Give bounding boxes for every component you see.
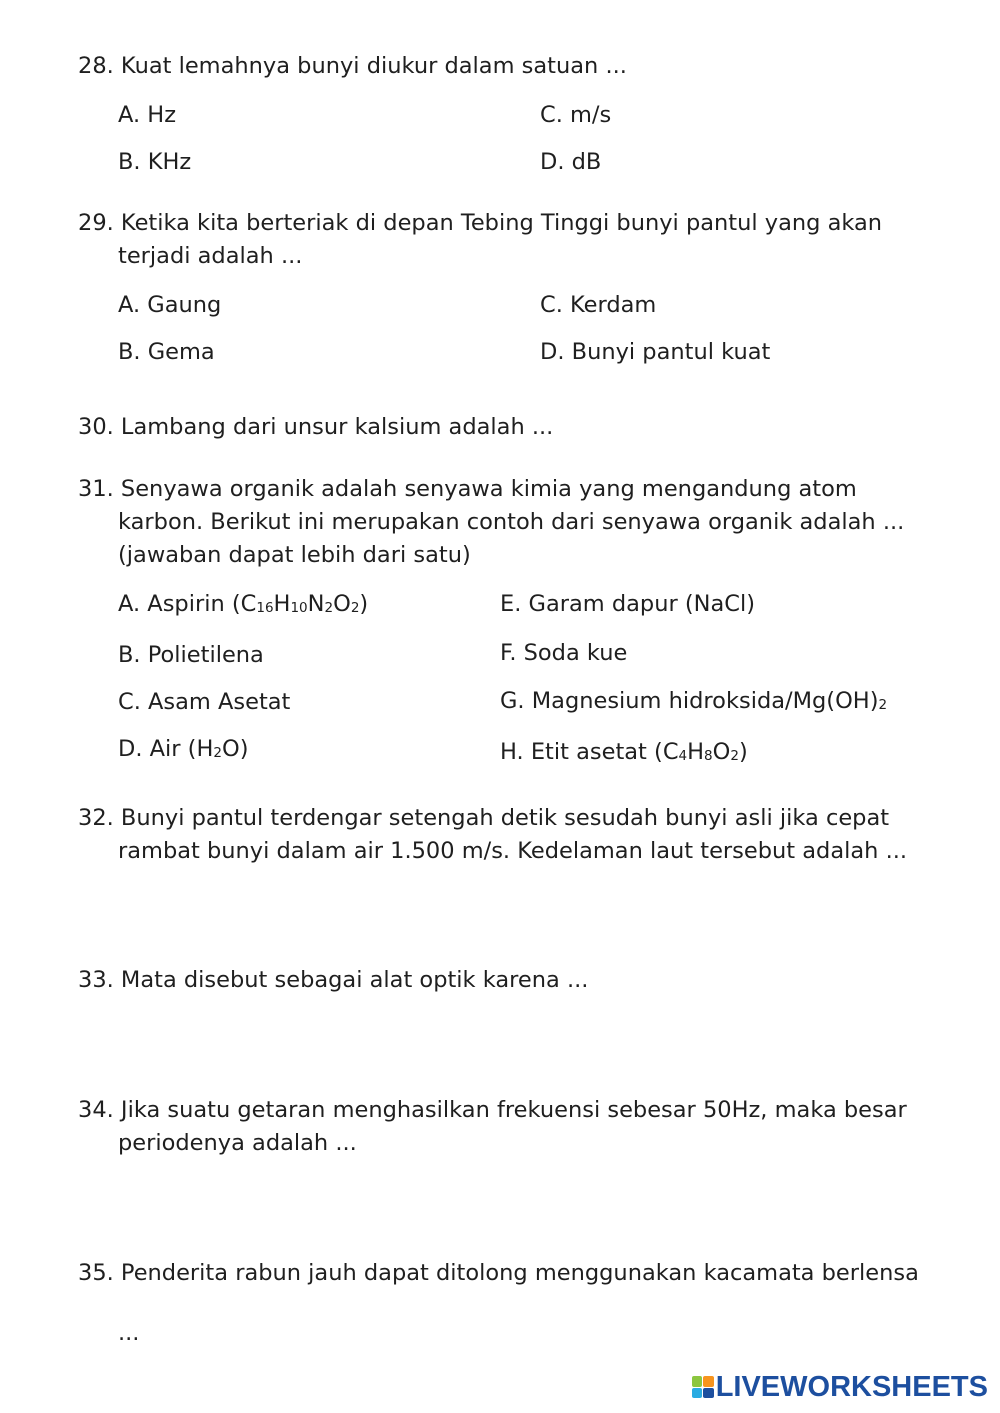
question-28-text: 28. Kuat lemahnya bunyi diukur dalam satuan ... [78,53,627,79]
option-31-f: F. Soda kue [500,640,628,666]
liveworksheets-logo-icon [692,1376,714,1398]
option-28-b: B. KHz [118,149,192,175]
question-32 [78,802,907,868]
question-30 [78,411,553,444]
option-31-b: B. Polietilena [118,642,264,668]
question-28 [78,50,627,83]
option-31-e: E. Garam dapur (NaCl) [500,591,756,617]
question-31-line-1: 31. Senyawa organik adalah senyawa kimia yang mengandung atom [78,476,857,502]
question-35-line-2: ... [118,1320,140,1346]
question-35-line-1: 35. Penderita rabun jauh dapat ditolong menggunakan kacamata berlensa [78,1260,919,1286]
liveworksheets-logo-text: LIVEWORKSHEETS [715,1370,988,1403]
question-32-line-1: 32. Bunyi pantul terdengar setengah detik sesudah bunyi asli jika cepat [78,805,890,831]
option-29-c: C. Kerdam [540,292,657,318]
question-29 [78,207,882,273]
option-29-b: B. Gema [118,339,215,365]
question-35 [78,1257,919,1290]
option-29-a: A. Gaung [118,292,222,318]
option-29-d: D. Bunyi pantul kuat [540,339,771,365]
question-33-text: 33. Mata disebut sebagai alat optik karena ... [78,967,589,993]
option-31-a: A. Aspirin $(C_{16}H_{10}N_2O_2)$ [118,591,369,617]
liveworksheets-logo [692,1370,988,1404]
question-30-text: 30. Lambang dari unsur kalsium adalah ... [78,414,554,440]
question-31-line-3: (jawaban dapat lebih dari satu) [118,542,471,568]
option-31-g: G. Magnesium hidroksida/$Mg(OH)_2$ [500,688,888,714]
option-28-c: C. m/s [540,102,612,128]
option-28-d: D. dB [540,149,602,175]
question-29-line-1: 29. Ketika kita berteriak di depan Tebing Tinggi bunyi pantul yang akan [78,210,883,236]
question-34-line-1: 34. Jika suatu getaran menghasilkan frekuensi sebesar 50Hz, maka besar [78,1097,907,1123]
question-33 [78,964,588,997]
question-31-line-2: karbon. Berikut ini merupakan contoh dari senyawa organik adalah ... [118,509,905,535]
question-32-line-2: rambat bunyi dalam air 1.500 m/s. Kedelaman laut tersebut adalah ... [118,838,908,864]
question-34-line-2: periodenya adalah ... [118,1130,357,1156]
option-31-c: C. Asam Asetat [118,689,291,715]
question-34 [78,1094,907,1160]
option-28-a: A. Hz [118,102,177,128]
option-31-h: H. Etit asetat $(C_4H_8O_2)$ [500,739,748,765]
option-31-d: D. Air $(H_2O)$ [118,736,249,762]
question-29-line-2: terjadi adalah ... [118,243,303,269]
question-31 [78,473,904,572]
